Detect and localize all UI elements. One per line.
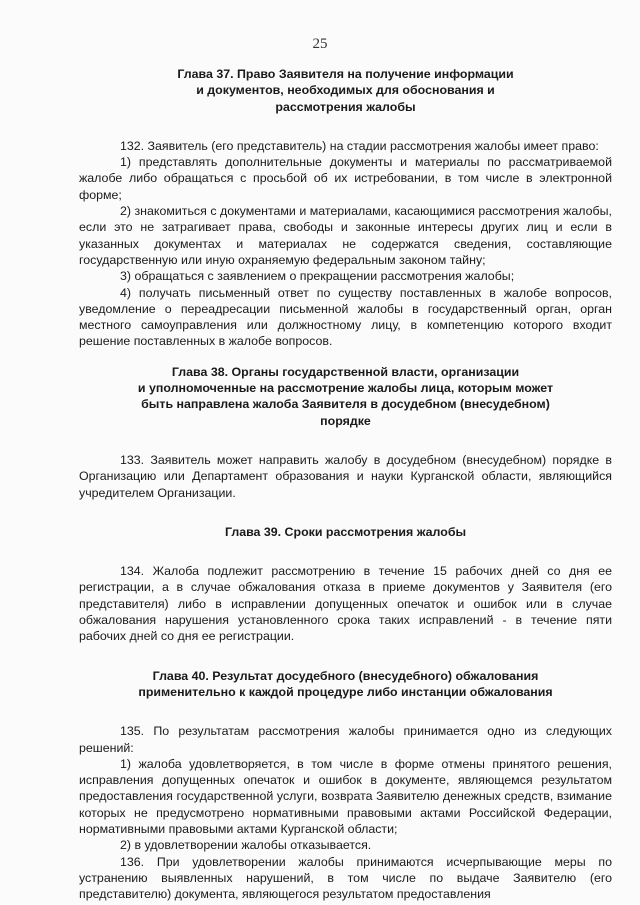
document-body [79, 66, 612, 902]
paragraph-134: 134. Жалоба подлежит рассмотрению в течение 15 рабочих дней со дня ее регистрации, а в случае обжалования отказа в приеме документов у Заявителя (его представителя) либо в исправлении допущенных опечаток и ошибок или в случае обжалования нарушения установленного срока таких исправлений - в течение пяти рабочих дней со дня ее регистрации. [79, 564, 612, 644]
chapter-39 [79, 524, 612, 645]
paragraph-133: 133. Заявитель может направить жалобу в досудебном (внесудебном) порядке в Организацию или Департамент образования и науки Курганской области, являющийся учредителем Организации. [79, 452, 612, 500]
chapter-38-heading: Глава 38. Органы государственной власти, организации и уполномоченные на рассмотрение жалобы лица, которым может быть направлена жалоба Заявителя в досудебном (внесудебном) порядке [137, 364, 554, 428]
chapter-40 [79, 668, 612, 903]
chapter-38 [79, 364, 612, 501]
chapter-37-heading: Глава 37. Право Заявителя на получение информации и документов, необходимых для обоснования и рассмотрения жалобы [177, 67, 514, 114]
paragraph-132-item-3: 3) обращаться с заявлением о прекращении рассмотрения жалобы; [120, 269, 515, 284]
paragraph-132-item-2: 2) знакомиться с документами и материалами, касающимися рассмотрения жалобы, если это не затрагивает права, свободы и законные интересы других лиц и если в указанных документах и материалах не содержатся сведения, составляющие государственную или иную охраняемую федеральным законом тайну; [79, 204, 612, 267]
chapter-40-heading: Глава 40. Результат досудебного (внесудебного) обжалования применительно к каждой процедуре либо инстанции обжалования [138, 668, 553, 699]
paragraph-132-item-1: 1) представлять дополнительные документы и материалы по рассматриваемой жалобе либо обращаться с просьбой об их истребовании, в том числе в электронной форме; [79, 155, 612, 202]
paragraph-136: 136. При удовлетворении жалобы принимаются исчерпывающие меры по устранению выявленных нарушений, в том числе по выдаче Заявителю (его представителю) документа, являющегося результатом предоставления [79, 854, 612, 902]
chapter-37 [79, 66, 612, 350]
paragraph-132-item-4: 4) получать письменный ответ по существу поставленных в жалобе вопросов, уведомление о переадресации письменной жалобы в государственный орган, орган местного самоуправления или должностному лицу, в компетенцию которого входит решение поставленных в жалобе вопросов. [79, 285, 612, 349]
paragraph-132: 132. Заявитель (его представитель) на стадии рассмотрения жалобы имеет право: [120, 138, 599, 153]
paragraph-135: 135. По результатам рассмотрения жалобы принимается одно из следующих решений: [79, 724, 612, 755]
paragraph-135-item-1: 1) жалоба удовлетворяется, в том числе в форме отмены принятого решения, исправления допущенных опечаток и ошибок в документе, являющемся результатом предоставления государственной услуги, возврата Заявителю денежных средств, взимание которых не предусмотрено нормативными правовыми актами Российской Федерации, нормативными правовыми актами Курганской области; [79, 756, 612, 836]
chapter-39-heading: Глава 39. Сроки рассмотрения жалобы [224, 524, 467, 539]
paragraph-135-item-2: 2) в удовлетворении жалобы отказывается. [120, 838, 372, 853]
page-number: 25 [312, 36, 328, 52]
